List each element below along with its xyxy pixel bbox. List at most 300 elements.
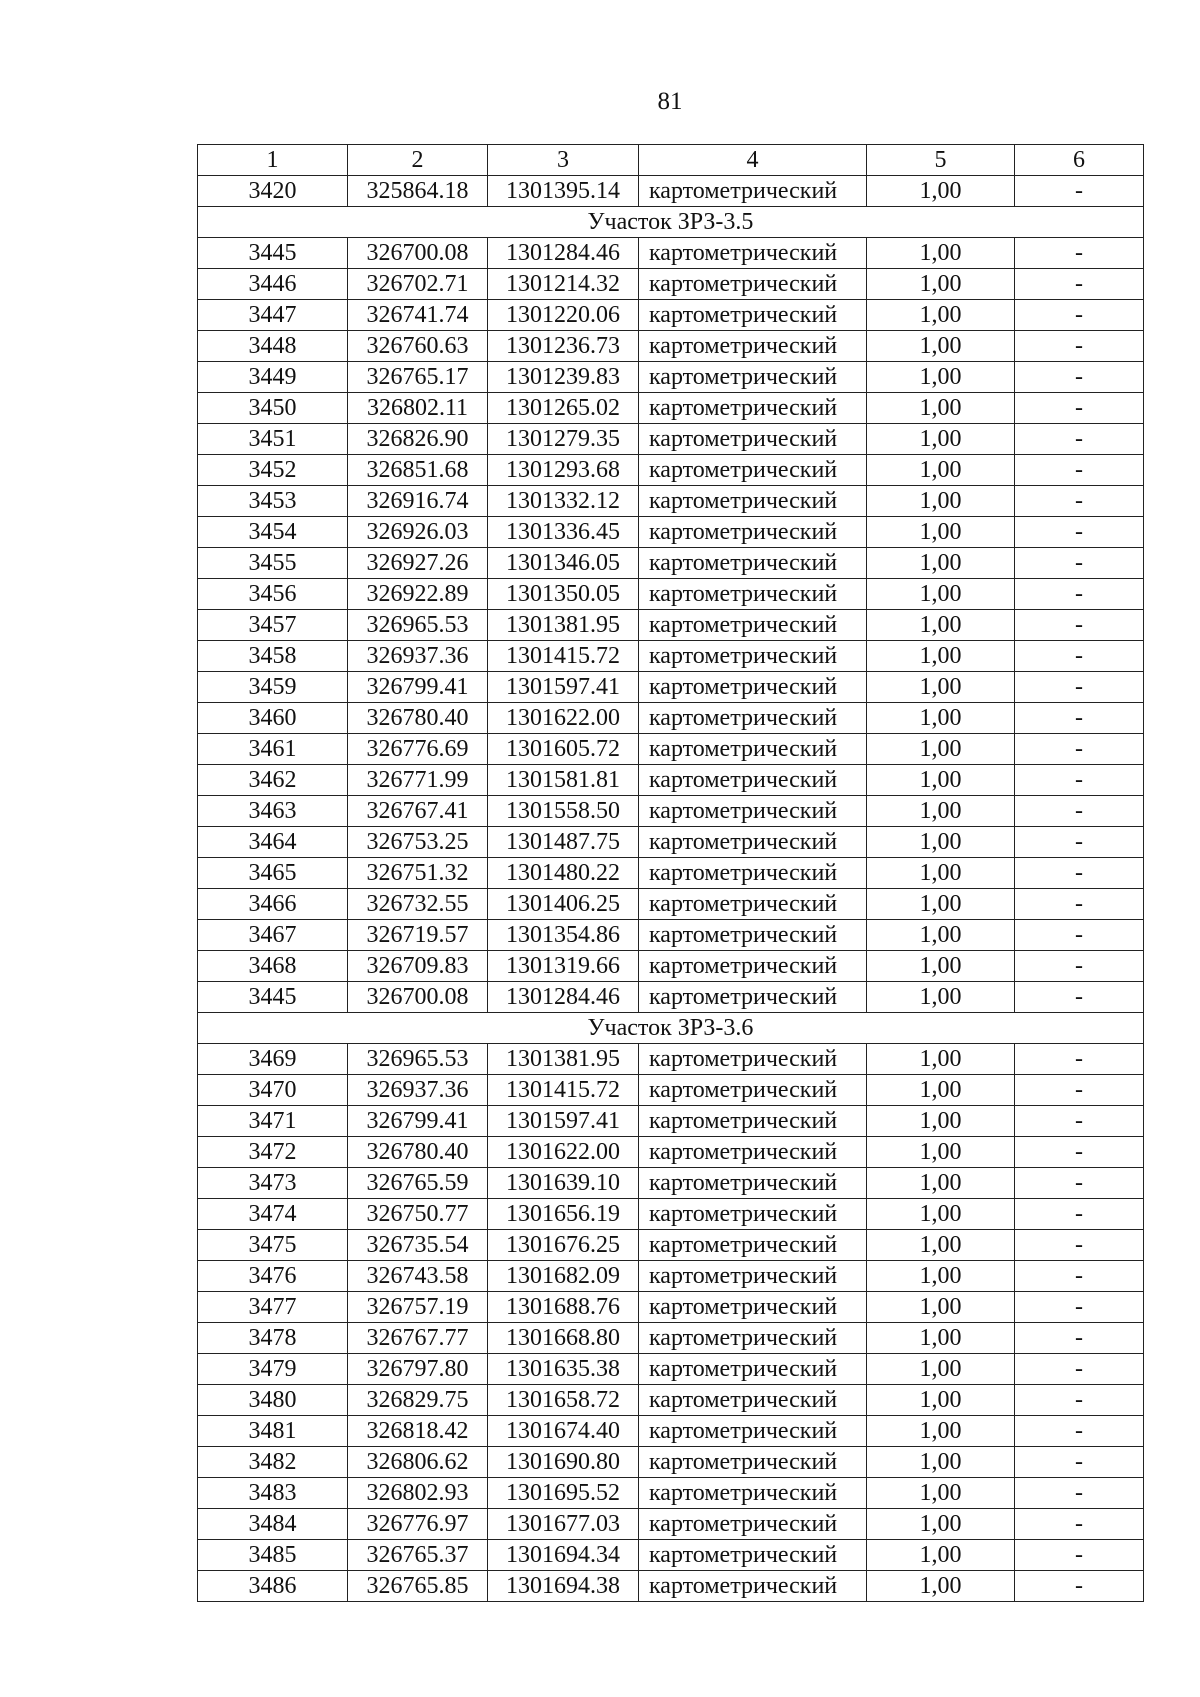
point-number-cell: 3459 [198, 672, 348, 703]
point-number-cell: 3461 [198, 734, 348, 765]
y-coordinate-cell: 1301639.10 [488, 1168, 639, 1199]
accuracy-cell: 1,00 [867, 889, 1015, 920]
y-coordinate-cell: 1301415.72 [488, 1075, 639, 1106]
point-number-cell: 3446 [198, 269, 348, 300]
point-number-cell: 3451 [198, 424, 348, 455]
y-coordinate-cell: 1301395.14 [488, 176, 639, 207]
note-cell: - [1015, 269, 1144, 300]
method-cell: картометрический [639, 1137, 867, 1168]
table-row [198, 424, 1144, 455]
y-coordinate-cell: 1301381.95 [488, 1044, 639, 1075]
x-coordinate-cell: 326709.83 [348, 951, 488, 982]
note-cell: - [1015, 1230, 1144, 1261]
table-row [198, 300, 1144, 331]
method-cell: картометрический [639, 1292, 867, 1323]
accuracy-cell: 1,00 [867, 703, 1015, 734]
method-cell: картометрический [639, 1044, 867, 1075]
accuracy-cell: 1,00 [867, 331, 1015, 362]
y-coordinate-cell: 1301658.72 [488, 1385, 639, 1416]
accuracy-cell: 1,00 [867, 300, 1015, 331]
table-row [198, 827, 1144, 858]
y-coordinate-cell: 1301319.66 [488, 951, 639, 982]
y-coordinate-cell: 1301350.05 [488, 579, 639, 610]
accuracy-cell: 1,00 [867, 486, 1015, 517]
method-cell: картометрический [639, 672, 867, 703]
point-number-cell: 3466 [198, 889, 348, 920]
y-coordinate-cell: 1301354.86 [488, 920, 639, 951]
point-number-cell: 3445 [198, 238, 348, 269]
accuracy-cell: 1,00 [867, 455, 1015, 486]
table-row [198, 1292, 1144, 1323]
table-row [198, 269, 1144, 300]
table-row [198, 1137, 1144, 1168]
note-cell: - [1015, 1261, 1144, 1292]
point-number-cell: 3486 [198, 1571, 348, 1602]
accuracy-cell: 1,00 [867, 858, 1015, 889]
y-coordinate-cell: 1301284.46 [488, 238, 639, 269]
y-coordinate-cell: 1301690.80 [488, 1447, 639, 1478]
header-cell: 4 [639, 145, 867, 176]
accuracy-cell: 1,00 [867, 176, 1015, 207]
accuracy-cell: 1,00 [867, 1075, 1015, 1106]
method-cell: картометрический [639, 982, 867, 1013]
method-cell: картометрический [639, 703, 867, 734]
y-coordinate-cell: 1301581.81 [488, 765, 639, 796]
x-coordinate-cell: 326965.53 [348, 610, 488, 641]
note-cell: - [1015, 424, 1144, 455]
y-coordinate-cell: 1301668.80 [488, 1323, 639, 1354]
point-number-cell: 3463 [198, 796, 348, 827]
accuracy-cell: 1,00 [867, 672, 1015, 703]
method-cell: картометрический [639, 796, 867, 827]
point-number-cell: 3480 [198, 1385, 348, 1416]
coordinates-table-body [198, 145, 1144, 1602]
note-cell: - [1015, 1447, 1144, 1478]
x-coordinate-cell: 326753.25 [348, 827, 488, 858]
point-number-cell: 3445 [198, 982, 348, 1013]
table-row [198, 1199, 1144, 1230]
y-coordinate-cell: 1301682.09 [488, 1261, 639, 1292]
point-number-cell: 3460 [198, 703, 348, 734]
note-cell: - [1015, 827, 1144, 858]
accuracy-cell: 1,00 [867, 1540, 1015, 1571]
table-row [198, 1044, 1144, 1075]
x-coordinate-cell: 326851.68 [348, 455, 488, 486]
point-number-cell: 3483 [198, 1478, 348, 1509]
x-coordinate-cell: 326767.41 [348, 796, 488, 827]
method-cell: картометрический [639, 1168, 867, 1199]
point-number-cell: 3448 [198, 331, 348, 362]
y-coordinate-cell: 1301656.19 [488, 1199, 639, 1230]
coordinates-table [197, 144, 1144, 1602]
method-cell: картометрический [639, 362, 867, 393]
y-coordinate-cell: 1301622.00 [488, 1137, 639, 1168]
point-number-cell: 3453 [198, 486, 348, 517]
x-coordinate-cell: 326743.58 [348, 1261, 488, 1292]
note-cell: - [1015, 1075, 1144, 1106]
x-coordinate-cell: 326765.59 [348, 1168, 488, 1199]
point-number-cell: 3452 [198, 455, 348, 486]
note-cell: - [1015, 920, 1144, 951]
x-coordinate-cell: 326702.71 [348, 269, 488, 300]
method-cell: картометрический [639, 331, 867, 362]
note-cell: - [1015, 1509, 1144, 1540]
table-row [198, 1106, 1144, 1137]
point-number-cell: 3475 [198, 1230, 348, 1261]
y-coordinate-cell: 1301220.06 [488, 300, 639, 331]
method-cell: картометрический [639, 641, 867, 672]
note-cell: - [1015, 331, 1144, 362]
method-cell: картометрический [639, 610, 867, 641]
point-number-cell: 3472 [198, 1137, 348, 1168]
table-row [198, 796, 1144, 827]
x-coordinate-cell: 326818.42 [348, 1416, 488, 1447]
y-coordinate-cell: 1301695.52 [488, 1478, 639, 1509]
y-coordinate-cell: 1301597.41 [488, 1106, 639, 1137]
accuracy-cell: 1,00 [867, 610, 1015, 641]
accuracy-cell: 1,00 [867, 920, 1015, 951]
table-row [198, 331, 1144, 362]
note-cell: - [1015, 672, 1144, 703]
note-cell: - [1015, 734, 1144, 765]
note-cell: - [1015, 889, 1144, 920]
note-cell: - [1015, 362, 1144, 393]
method-cell: картометрический [639, 951, 867, 982]
table-row [198, 889, 1144, 920]
accuracy-cell: 1,00 [867, 269, 1015, 300]
x-coordinate-cell: 326797.80 [348, 1354, 488, 1385]
method-cell: картометрический [639, 1447, 867, 1478]
table-header-row [198, 145, 1144, 176]
method-cell: картометрический [639, 455, 867, 486]
note-cell: - [1015, 1137, 1144, 1168]
accuracy-cell: 1,00 [867, 238, 1015, 269]
section-title-row [198, 1013, 1144, 1044]
table-row [198, 1447, 1144, 1478]
y-coordinate-cell: 1301293.68 [488, 455, 639, 486]
table-row [198, 548, 1144, 579]
method-cell: картометрический [639, 734, 867, 765]
table-row [198, 734, 1144, 765]
y-coordinate-cell: 1301694.34 [488, 1540, 639, 1571]
method-cell: картометрический [639, 517, 867, 548]
x-coordinate-cell: 326776.97 [348, 1509, 488, 1540]
accuracy-cell: 1,00 [867, 1416, 1015, 1447]
point-number-cell: 3471 [198, 1106, 348, 1137]
point-number-cell: 3455 [198, 548, 348, 579]
header-cell: 1 [198, 145, 348, 176]
accuracy-cell: 1,00 [867, 517, 1015, 548]
x-coordinate-cell: 326799.41 [348, 672, 488, 703]
accuracy-cell: 1,00 [867, 1261, 1015, 1292]
point-number-cell: 3447 [198, 300, 348, 331]
section-title: Участок ЗРЗ-3.6 [198, 1013, 1144, 1044]
note-cell: - [1015, 982, 1144, 1013]
x-coordinate-cell: 326799.41 [348, 1106, 488, 1137]
point-number-cell: 3464 [198, 827, 348, 858]
point-number-cell: 3462 [198, 765, 348, 796]
y-coordinate-cell: 1301635.38 [488, 1354, 639, 1385]
accuracy-cell: 1,00 [867, 1044, 1015, 1075]
y-coordinate-cell: 1301336.45 [488, 517, 639, 548]
method-cell: картометрический [639, 424, 867, 455]
x-coordinate-cell: 326780.40 [348, 1137, 488, 1168]
point-number-cell: 3457 [198, 610, 348, 641]
table-row [198, 393, 1144, 424]
accuracy-cell: 1,00 [867, 1199, 1015, 1230]
table-row [198, 517, 1144, 548]
table-row [198, 765, 1144, 796]
y-coordinate-cell: 1301487.75 [488, 827, 639, 858]
table-row [198, 610, 1144, 641]
section-title-row [198, 207, 1144, 238]
accuracy-cell: 1,00 [867, 1168, 1015, 1199]
note-cell: - [1015, 1199, 1144, 1230]
table-row [198, 951, 1144, 982]
method-cell: картометрический [639, 486, 867, 517]
y-coordinate-cell: 1301346.05 [488, 548, 639, 579]
table-row [198, 1323, 1144, 1354]
point-number-cell: 3470 [198, 1075, 348, 1106]
note-cell: - [1015, 486, 1144, 517]
method-cell: картометрический [639, 176, 867, 207]
accuracy-cell: 1,00 [867, 1323, 1015, 1354]
method-cell: картометрический [639, 1354, 867, 1385]
point-number-cell: 3477 [198, 1292, 348, 1323]
note-cell: - [1015, 1323, 1144, 1354]
table-row [198, 455, 1144, 486]
accuracy-cell: 1,00 [867, 579, 1015, 610]
accuracy-cell: 1,00 [867, 362, 1015, 393]
accuracy-cell: 1,00 [867, 1385, 1015, 1416]
point-number-cell: 3450 [198, 393, 348, 424]
table-row [198, 486, 1144, 517]
note-cell: - [1015, 858, 1144, 889]
header-cell: 3 [488, 145, 639, 176]
accuracy-cell: 1,00 [867, 1509, 1015, 1540]
accuracy-cell: 1,00 [867, 1106, 1015, 1137]
method-cell: картометрический [639, 300, 867, 331]
point-number-cell: 3449 [198, 362, 348, 393]
note-cell: - [1015, 641, 1144, 672]
header-cell: 2 [348, 145, 488, 176]
table-row [198, 1385, 1144, 1416]
table-row [198, 1509, 1144, 1540]
point-number-cell: 3474 [198, 1199, 348, 1230]
accuracy-cell: 1,00 [867, 1137, 1015, 1168]
note-cell: - [1015, 1385, 1144, 1416]
header-cell: 6 [1015, 145, 1144, 176]
page-number: 81 [657, 88, 683, 115]
point-number-cell: 3458 [198, 641, 348, 672]
accuracy-cell: 1,00 [867, 1571, 1015, 1602]
accuracy-cell: 1,00 [867, 424, 1015, 455]
table-row [198, 1230, 1144, 1261]
table-row [198, 1478, 1144, 1509]
note-cell: - [1015, 1168, 1144, 1199]
point-number-cell: 3478 [198, 1323, 348, 1354]
accuracy-cell: 1,00 [867, 1447, 1015, 1478]
x-coordinate-cell: 326922.89 [348, 579, 488, 610]
table-row [198, 703, 1144, 734]
point-number-cell: 3420 [198, 176, 348, 207]
y-coordinate-cell: 1301622.00 [488, 703, 639, 734]
method-cell: картометрический [639, 393, 867, 424]
table-row [198, 1571, 1144, 1602]
y-coordinate-cell: 1301694.38 [488, 1571, 639, 1602]
point-number-cell: 3465 [198, 858, 348, 889]
note-cell: - [1015, 1044, 1144, 1075]
x-coordinate-cell: 325864.18 [348, 176, 488, 207]
header-cell: 5 [867, 145, 1015, 176]
note-cell: - [1015, 1571, 1144, 1602]
y-coordinate-cell: 1301676.25 [488, 1230, 639, 1261]
method-cell: картометрический [639, 827, 867, 858]
x-coordinate-cell: 326765.85 [348, 1571, 488, 1602]
x-coordinate-cell: 326757.19 [348, 1292, 488, 1323]
x-coordinate-cell: 326735.54 [348, 1230, 488, 1261]
point-number-cell: 3467 [198, 920, 348, 951]
note-cell: - [1015, 238, 1144, 269]
note-cell: - [1015, 1292, 1144, 1323]
table-row [198, 1168, 1144, 1199]
accuracy-cell: 1,00 [867, 1292, 1015, 1323]
note-cell: - [1015, 455, 1144, 486]
y-coordinate-cell: 1301674.40 [488, 1416, 639, 1447]
method-cell: картометрический [639, 1230, 867, 1261]
x-coordinate-cell: 326732.55 [348, 889, 488, 920]
x-coordinate-cell: 326826.90 [348, 424, 488, 455]
note-cell: - [1015, 1478, 1144, 1509]
x-coordinate-cell: 326765.17 [348, 362, 488, 393]
method-cell: картометрический [639, 920, 867, 951]
x-coordinate-cell: 326802.93 [348, 1478, 488, 1509]
table-row [198, 1354, 1144, 1385]
method-cell: картометрический [639, 1075, 867, 1106]
method-cell: картометрический [639, 765, 867, 796]
x-coordinate-cell: 326760.63 [348, 331, 488, 362]
y-coordinate-cell: 1301265.02 [488, 393, 639, 424]
point-number-cell: 3456 [198, 579, 348, 610]
table-row [198, 672, 1144, 703]
method-cell: картометрический [639, 858, 867, 889]
method-cell: картометрический [639, 1199, 867, 1230]
note-cell: - [1015, 610, 1144, 641]
method-cell: картометрический [639, 1478, 867, 1509]
note-cell: - [1015, 579, 1144, 610]
x-coordinate-cell: 326927.26 [348, 548, 488, 579]
method-cell: картометрический [639, 548, 867, 579]
table-row [198, 176, 1144, 207]
point-number-cell: 3468 [198, 951, 348, 982]
table-row [198, 858, 1144, 889]
x-coordinate-cell: 326767.77 [348, 1323, 488, 1354]
accuracy-cell: 1,00 [867, 1230, 1015, 1261]
point-number-cell: 3479 [198, 1354, 348, 1385]
method-cell: картометрический [639, 1261, 867, 1292]
method-cell: картометрический [639, 1571, 867, 1602]
x-coordinate-cell: 326719.57 [348, 920, 488, 951]
x-coordinate-cell: 326771.99 [348, 765, 488, 796]
method-cell: картометрический [639, 1323, 867, 1354]
y-coordinate-cell: 1301214.32 [488, 269, 639, 300]
x-coordinate-cell: 326700.08 [348, 238, 488, 269]
note-cell: - [1015, 300, 1144, 331]
table-row [198, 641, 1144, 672]
method-cell: картометрический [639, 579, 867, 610]
x-coordinate-cell: 326741.74 [348, 300, 488, 331]
note-cell: - [1015, 765, 1144, 796]
method-cell: картометрический [639, 1106, 867, 1137]
x-coordinate-cell: 326776.69 [348, 734, 488, 765]
x-coordinate-cell: 326780.40 [348, 703, 488, 734]
point-number-cell: 3484 [198, 1509, 348, 1540]
point-number-cell: 3476 [198, 1261, 348, 1292]
method-cell: картометрический [639, 1509, 867, 1540]
y-coordinate-cell: 1301239.83 [488, 362, 639, 393]
y-coordinate-cell: 1301236.73 [488, 331, 639, 362]
accuracy-cell: 1,00 [867, 1354, 1015, 1385]
x-coordinate-cell: 326916.74 [348, 486, 488, 517]
note-cell: - [1015, 393, 1144, 424]
method-cell: картометрический [639, 269, 867, 300]
x-coordinate-cell: 326700.08 [348, 982, 488, 1013]
accuracy-cell: 1,00 [867, 393, 1015, 424]
x-coordinate-cell: 326829.75 [348, 1385, 488, 1416]
method-cell: картометрический [639, 1416, 867, 1447]
y-coordinate-cell: 1301480.22 [488, 858, 639, 889]
point-number-cell: 3482 [198, 1447, 348, 1478]
table-row [198, 920, 1144, 951]
table-row [198, 579, 1144, 610]
point-number-cell: 3469 [198, 1044, 348, 1075]
x-coordinate-cell: 326765.37 [348, 1540, 488, 1571]
note-cell: - [1015, 796, 1144, 827]
table-row [198, 982, 1144, 1013]
table-row [198, 1075, 1144, 1106]
table-row [198, 362, 1144, 393]
table-row [198, 1416, 1144, 1447]
x-coordinate-cell: 326751.32 [348, 858, 488, 889]
accuracy-cell: 1,00 [867, 1478, 1015, 1509]
y-coordinate-cell: 1301415.72 [488, 641, 639, 672]
accuracy-cell: 1,00 [867, 734, 1015, 765]
x-coordinate-cell: 326802.11 [348, 393, 488, 424]
y-coordinate-cell: 1301381.95 [488, 610, 639, 641]
method-cell: картометрический [639, 889, 867, 920]
accuracy-cell: 1,00 [867, 765, 1015, 796]
note-cell: - [1015, 176, 1144, 207]
table-row [198, 1261, 1144, 1292]
section-title: Участок ЗРЗ-3.5 [198, 207, 1144, 238]
table-row [198, 238, 1144, 269]
point-number-cell: 3485 [198, 1540, 348, 1571]
y-coordinate-cell: 1301605.72 [488, 734, 639, 765]
x-coordinate-cell: 326926.03 [348, 517, 488, 548]
note-cell: - [1015, 548, 1144, 579]
y-coordinate-cell: 1301284.46 [488, 982, 639, 1013]
note-cell: - [1015, 1540, 1144, 1571]
x-coordinate-cell: 326965.53 [348, 1044, 488, 1075]
note-cell: - [1015, 951, 1144, 982]
method-cell: картометрический [639, 238, 867, 269]
method-cell: картометрический [639, 1385, 867, 1416]
note-cell: - [1015, 1106, 1144, 1137]
accuracy-cell: 1,00 [867, 548, 1015, 579]
accuracy-cell: 1,00 [867, 827, 1015, 858]
y-coordinate-cell: 1301688.76 [488, 1292, 639, 1323]
point-number-cell: 3473 [198, 1168, 348, 1199]
